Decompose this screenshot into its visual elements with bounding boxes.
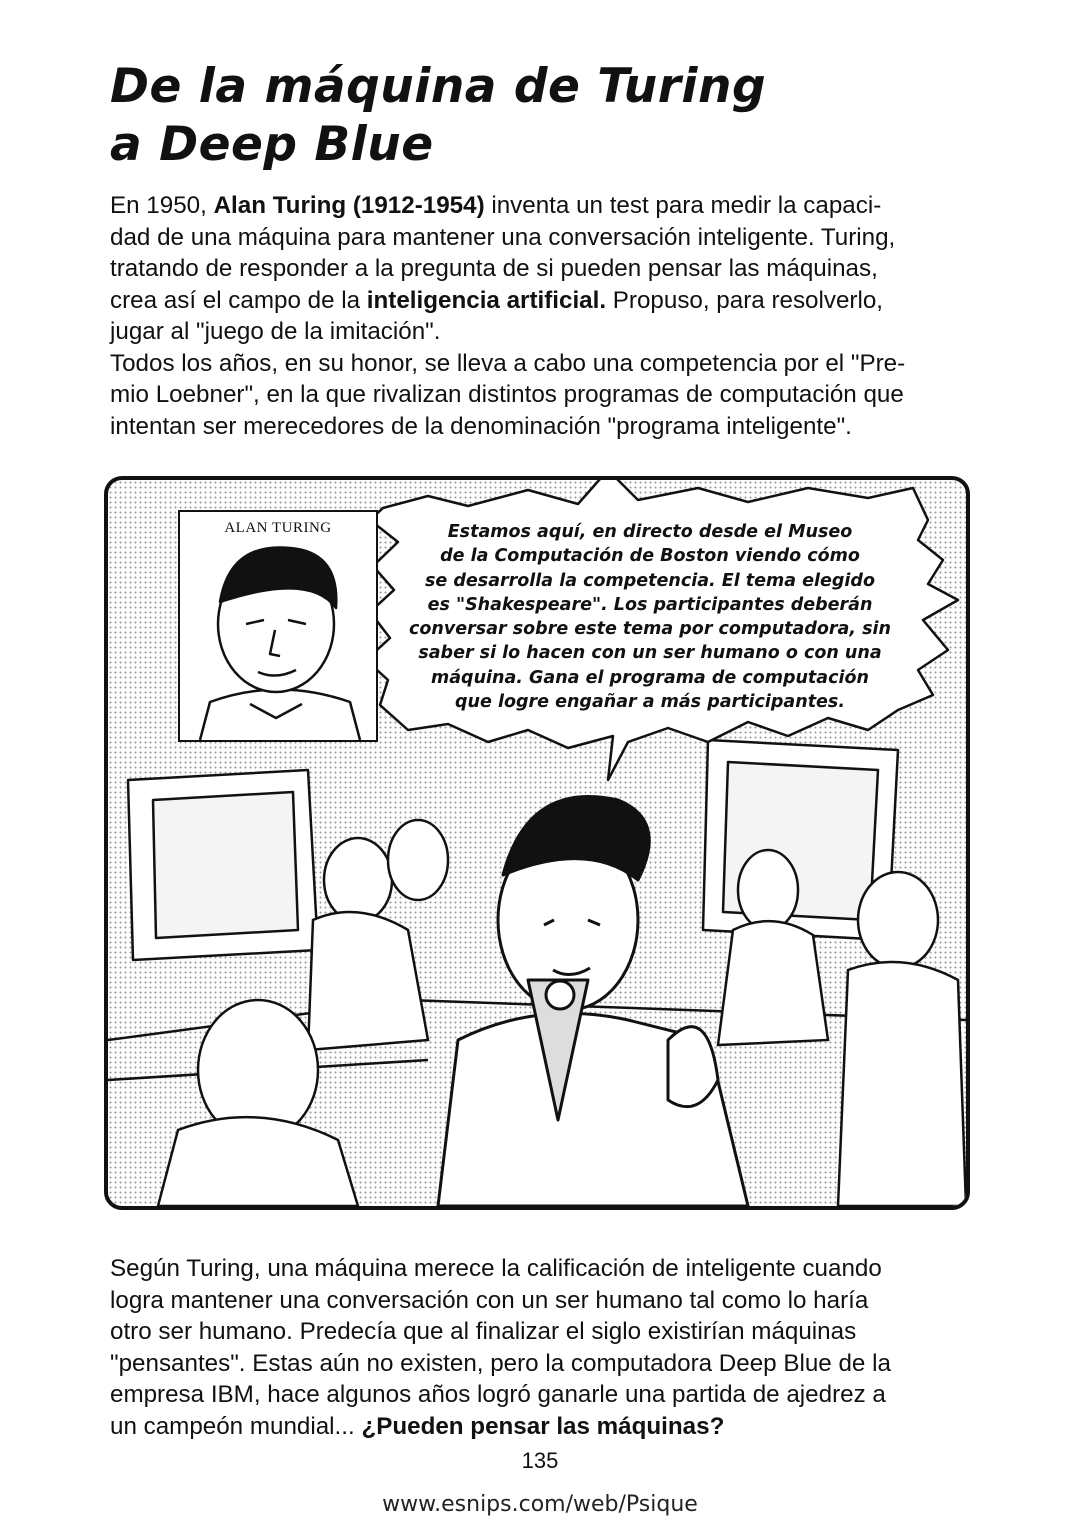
- speech-line: saber si lo hacen con un ser humano o con una: [418, 643, 882, 664]
- turing-portrait: [178, 510, 378, 742]
- speech-line: que logre engañar a más participantes.: [455, 692, 845, 713]
- speech-line: Estamos aquí, en directo desde el Museo: [447, 522, 853, 542]
- speech-line: es "Shakespeare". Los participantes deberán: [427, 594, 873, 615]
- intro-text: En 1950,: [110, 192, 214, 219]
- intro-text: Propuso, para resolverlo,: [606, 286, 884, 314]
- closing-line: Según Turing, una máquina merece la calificación de inteligente cuando: [110, 1255, 882, 1282]
- turing-face-drawing: [180, 512, 376, 740]
- intro-line: intentan ser merecedores de la denominación "programa inteligente".: [110, 412, 852, 440]
- intro-line: jugar al "juego de la imitación".: [110, 318, 441, 345]
- speech-line: conversar sobre este tema por computadora, sin: [409, 619, 891, 640]
- closing-line: otro ser humano. Predecía que al finalizar el siglo existirían máquinas: [110, 1318, 857, 1345]
- intro-text: crea así el campo de la: [110, 286, 367, 314]
- closing-paragraph: [110, 1253, 978, 1442]
- speech-bubble-text: [370, 520, 930, 714]
- speech-line: se desarrolla la competencia. El tema elegido: [425, 570, 875, 591]
- title-line-1: De la máquina de Turing: [110, 59, 767, 114]
- closing-line: empresa IBM, hace algunos años logró ganarle una partida de ajedrez a: [110, 1381, 886, 1408]
- closing-text: un campeón mundial...: [110, 1412, 362, 1440]
- portrait-label: ALAN TURING: [224, 520, 332, 536]
- intro-line: mio Loebner", en la que rivalizan distintos programas de computación que: [110, 381, 904, 408]
- intro-ai-term: inteligencia artificial.: [366, 286, 607, 314]
- intro-turing-name: Alan Turing (1912-1954): [213, 192, 485, 219]
- intro-paragraph: [110, 190, 978, 442]
- comic-panel: [104, 476, 970, 1210]
- speech-line: de la Computación de Boston viendo cómo: [440, 546, 860, 567]
- closing-line: "pensantes". Estas aún no existen, pero la computadora Deep Blue de la: [110, 1349, 891, 1377]
- intro-line: dad de una máquina para mantener una conversación inteligente. Turing,: [110, 223, 896, 251]
- source-url: www.esnips.com/web/Psique: [382, 1492, 698, 1517]
- title-line-2: a Deep Blue: [110, 117, 434, 172]
- page-number: 135: [521, 1448, 559, 1473]
- closing-line: logra mantener una conversación con un ser humano tal como lo haría: [110, 1286, 869, 1314]
- intro-line: tratando de responder a la pregunta de si pueden pensar las máquinas,: [110, 255, 878, 282]
- page-title: [110, 58, 910, 174]
- intro-line: Todos los años, en su honor, se lleva a cabo una competencia por el "Pre-: [110, 349, 906, 377]
- speech-line: máquina. Gana el programa de computación: [431, 667, 869, 688]
- intro-text: inventa un test para medir la capaci-: [484, 192, 882, 219]
- closing-question: ¿Pueden pensar las máquinas?: [361, 1412, 725, 1440]
